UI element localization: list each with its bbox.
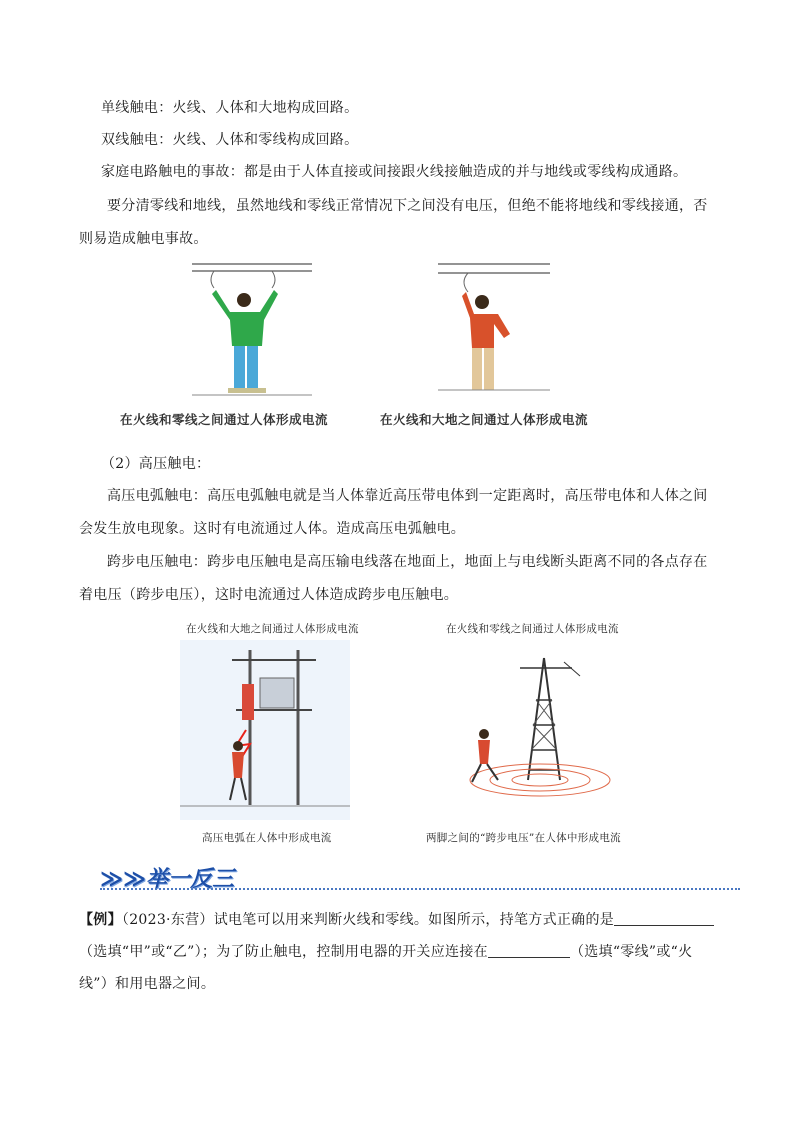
figure-step-voltage	[460, 650, 620, 810]
paragraph-arc-shock: 高压电弧触电：高压电弧触电就是当人体靠近高压带电体到一定距离时，高压带电体和人体之间会发生放电现象。这时有电流通过人体。造成高压电弧触电。	[79, 488, 708, 537]
paragraph-ground-neutral: 要分清零线和地线，虽然地线和零线正常情况下之间没有电压，但绝不能将地线和零线接通，否则易造成触电事故。	[79, 198, 708, 247]
example-text-2: （选填“甲”或“乙”）；为了防止触电，控制用电器的开关应连接在	[79, 944, 488, 960]
figure-double-wire-caption: 在火线和零线之间通过人体形成电流	[120, 412, 329, 427]
example-label: 【例】	[79, 912, 122, 928]
figure-double-wire-shock	[192, 262, 312, 396]
figure-single-wire-shock	[438, 262, 550, 396]
answer-blank-1[interactable]	[614, 911, 714, 926]
figure-step-top-caption: 在火线和零线之间通过人体形成电流	[446, 623, 619, 635]
figure-arc-top-caption: 在火线和大地之间通过人体形成电流	[186, 623, 359, 635]
example-question	[79, 904, 715, 1000]
example-text-3: （选填“零线”或“火	[569, 944, 693, 960]
paragraph-household: 家庭电路触电的事故：都是由于人体直接或间接跟火线接触造成的并与地线或零线构成通路。	[101, 164, 688, 180]
figure-arc-bottom-caption: 高压电弧在人体中形成电流	[202, 832, 332, 844]
figure-arc-shock	[180, 640, 350, 820]
example-text-1: 试电笔可以用来判断火线和零线。如图所示，持笔方式正确的是	[213, 912, 615, 928]
answer-blank-2[interactable]	[488, 943, 570, 958]
section-badge-practice: ≫≫举一反三	[100, 867, 235, 892]
example-text-4: 线”）和用电器之间。	[79, 976, 216, 992]
paragraph-double-wire: 双线触电：火线、人体和零线构成回路。	[101, 132, 359, 148]
figure-single-wire-caption: 在火线和大地之间通过人体形成电流	[380, 412, 589, 427]
example-source: （2023·东营）	[121, 912, 214, 928]
paragraph-high-voltage-heading: （2）高压触电：	[101, 456, 211, 472]
paragraph-step-voltage: 跨步电压触电：跨步电压触电是高压输电线落在地面上，地面上与电线断头距离不同的各点存在着电压（跨步电压），这时电流通过人体造成跨步电压触电。	[79, 554, 708, 603]
figure-step-bottom-caption: 两脚之间的“跨步电压”在人体中形成电流	[426, 832, 621, 844]
section-divider	[100, 888, 740, 890]
paragraph-single-wire: 单线触电：火线、人体和大地构成回路。	[101, 100, 359, 116]
